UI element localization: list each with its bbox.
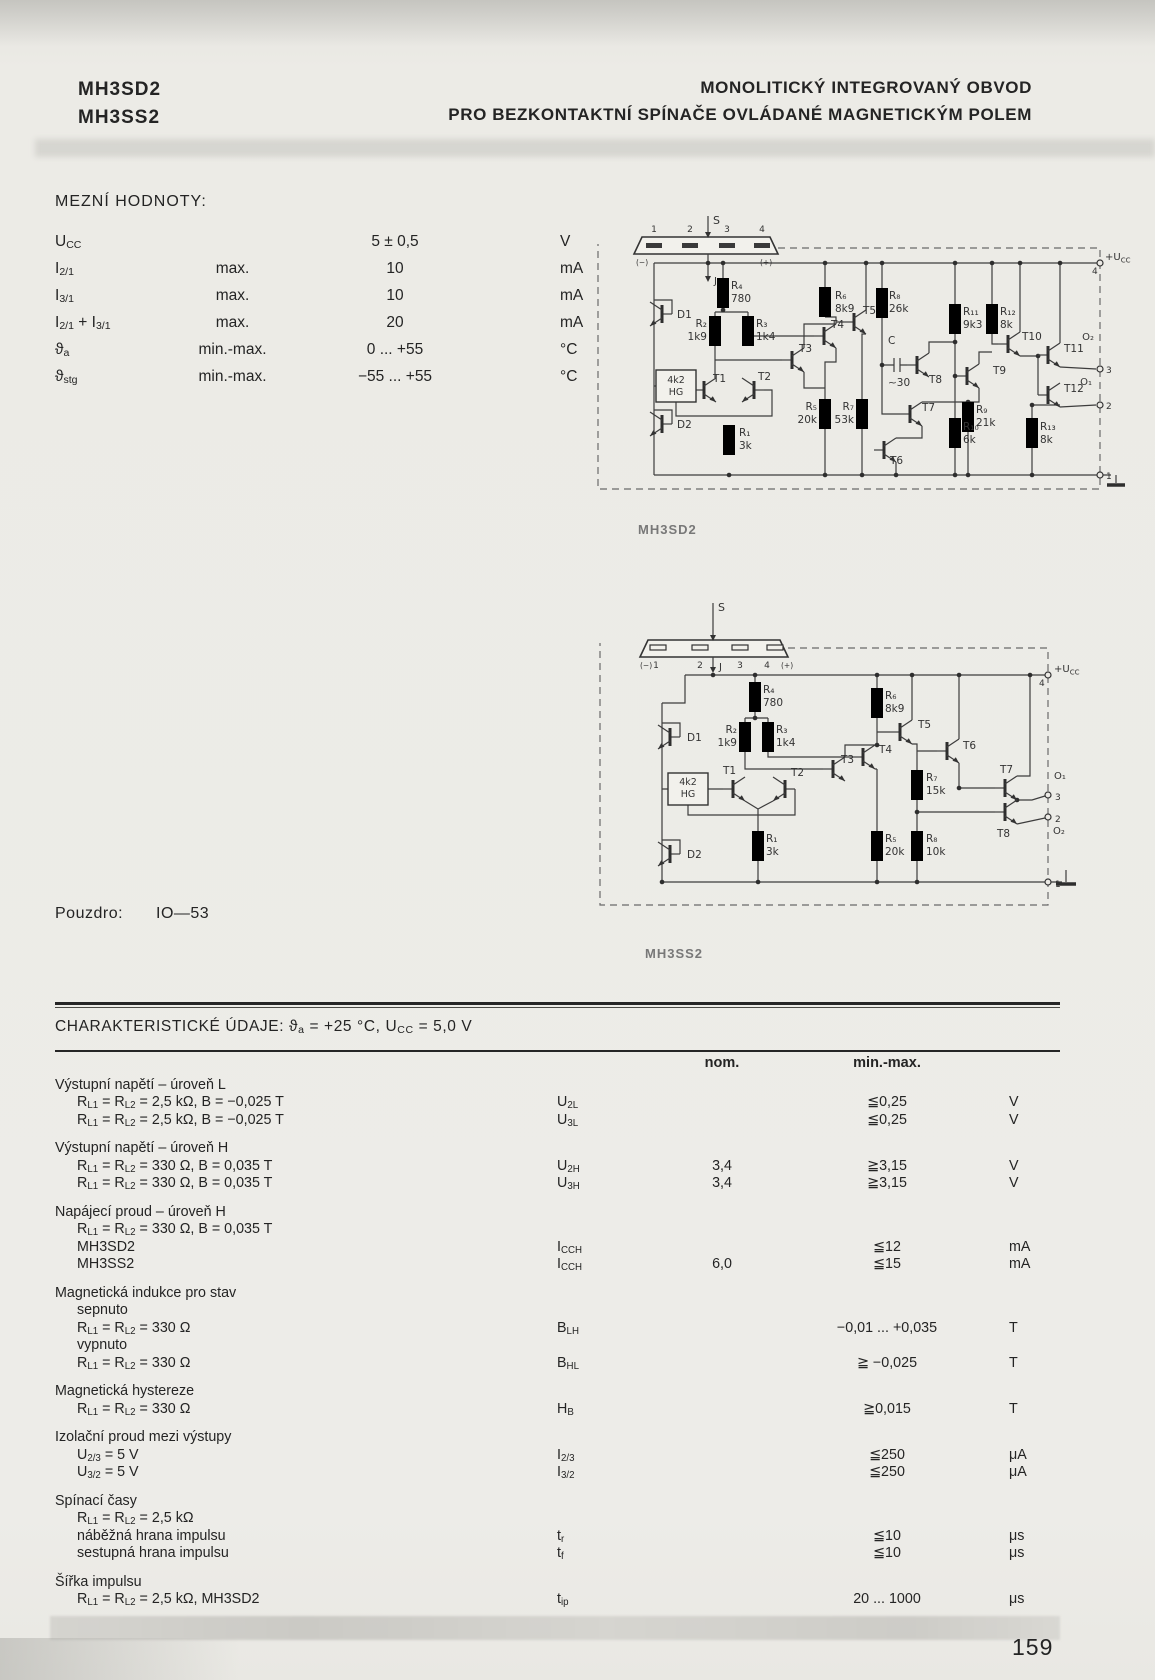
title-line-2: PRO BEZKONTAKTNÍ SPÍNAČE OVLÁDANÉ MAGNETICKÝM POLEM <box>448 105 1032 124</box>
sd2-dashed-border <box>598 244 1100 489</box>
schematic-label: 10k <box>926 846 946 858</box>
limit-val: 0 ... +55 <box>366 340 424 358</box>
char-mm: ≧3,15 <box>867 1157 907 1174</box>
char-group-row <box>55 1383 1060 1401</box>
schematic-mh3ss2 <box>592 573 1132 933</box>
schematic-label: R₇ <box>926 772 938 784</box>
limit-unit: mA <box>560 259 584 277</box>
schematic-label: R₃ <box>776 724 788 736</box>
char-mm: ≧ −0,025 <box>856 1354 918 1371</box>
characteristics-title: CHARAKTERISTICKÉ ÚDAJE: $ϑ_a = +25$ °C, $U_{CC} = 5,0$ V <box>55 1018 473 1036</box>
char-t: Spínací časy <box>55 1492 137 1509</box>
scan-artifact-footer <box>50 1616 1060 1640</box>
char-row <box>55 1302 1060 1320</box>
limit-unit: °C <box>560 367 578 385</box>
schematic-label: R₁₂ <box>1000 306 1016 318</box>
char-row <box>55 1094 1060 1112</box>
schematic-label: O₁ <box>1054 771 1066 782</box>
schematic-label: R₅ <box>805 401 817 413</box>
char-t: sepnuto <box>77 1302 128 1319</box>
char-u: T <box>1009 1354 1018 1371</box>
limit-val: −55 ... +55 <box>357 367 433 385</box>
page-number: 159 <box>1012 1634 1054 1660</box>
char-nom: 3,4 <box>712 1157 732 1174</box>
schematic-label: T4 <box>831 319 845 331</box>
char-u: T <box>1009 1319 1018 1336</box>
scan-artifact-corner <box>0 1638 240 1680</box>
char-group-row <box>55 1429 1060 1447</box>
char-row <box>55 1545 1060 1563</box>
table-rule-top <box>55 1002 1060 1005</box>
char-mm: −0,01 ... +0,035 <box>836 1319 938 1336</box>
schematic-label: D2 <box>677 419 692 431</box>
column-header-minmax: min.-max. <box>853 1055 921 1071</box>
char-t: $U_{3/2} = 5$ V <box>77 1464 139 1481</box>
char-t: $R_{L1} = R_{L2} = 2,5$ kΩ <box>77 1510 194 1527</box>
schematic-label: ∼30 <box>888 377 911 389</box>
char-row <box>55 1175 1060 1193</box>
char-t: vypnuto <box>77 1337 128 1354</box>
limit-row <box>55 363 615 390</box>
schematic-label: T1 <box>723 765 737 777</box>
char-row <box>55 1591 1060 1609</box>
char-u: μs <box>1009 1527 1025 1544</box>
schematic-label: J <box>719 662 722 673</box>
schematic-label: R₃ <box>756 318 768 330</box>
schematic-label: $+U_{CC}$ <box>1105 252 1131 265</box>
char-t: $R_{L1} = R_{L2} = 2,5$ kΩ, MH3SD2 <box>77 1591 260 1608</box>
limit-param: $U_{CC}$ <box>55 232 82 251</box>
schematic-label: 6k <box>963 434 976 446</box>
schematic-label: 21k <box>976 417 996 429</box>
char-t: MH3SD2 <box>77 1238 135 1255</box>
schematic-label: 1k4 <box>756 331 776 343</box>
char-u: mA <box>1009 1238 1031 1255</box>
char-u: T <box>1009 1400 1018 1417</box>
char-row <box>55 1510 1060 1528</box>
limit-row <box>55 309 615 336</box>
char-u: μs <box>1009 1545 1025 1562</box>
schematic-label: 8k <box>1000 319 1013 331</box>
char-mm: ≦0,25 <box>867 1094 907 1111</box>
schematic-label: O₂ <box>1053 826 1065 837</box>
limit-unit: V <box>560 232 571 250</box>
limit-cond: min.-max. <box>198 367 267 385</box>
schematic-label: 53k <box>834 414 854 426</box>
schematic-label: R₆ <box>835 290 847 302</box>
schematic-label: $+U_{CC}$ <box>1054 664 1080 677</box>
schematic-label: D2 <box>687 849 702 861</box>
limit-row <box>55 255 615 282</box>
schematic-label: T3 <box>799 343 813 355</box>
char-t: Napájecí proud – úroveň H <box>55 1203 226 1220</box>
part-numbers <box>78 76 161 132</box>
schematic-label: J <box>714 276 717 287</box>
char-t: $R_{L1} = R_{L2} = 330$ Ω, B = 0,035 T <box>77 1221 273 1238</box>
char-nom: 3,4 <box>712 1175 732 1192</box>
char-t: $R_{L1} = R_{L2} = 2,5$ kΩ, B = −0,025 T <box>77 1094 284 1111</box>
schematic-label: R₁₁ <box>963 306 979 318</box>
schematic-label: D1 <box>687 732 702 744</box>
schematic-label: 1 <box>653 661 659 671</box>
schematic-label: 780 <box>763 697 784 709</box>
characteristics-table <box>55 1076 1060 1608</box>
schematic-label: 3 <box>1106 366 1112 376</box>
schematic-label: T6 <box>963 740 977 752</box>
char-t: $U_{2/3} = 5$ V <box>77 1446 139 1464</box>
schematic-label: 2 <box>687 225 693 235</box>
limit-param: $I_{3/1}$ <box>55 286 74 305</box>
limit-param: $ϑ_a$ <box>55 340 70 359</box>
char-u: V <box>1009 1094 1019 1111</box>
char-t: Magnetická indukce pro stav <box>55 1284 237 1301</box>
schematic-label: T6 <box>890 455 904 467</box>
column-header-nom: nom. <box>704 1055 740 1071</box>
char-t: MH3SS2 <box>77 1256 135 1273</box>
schematic-label: 20k <box>885 846 905 858</box>
schematic-label: 1k4 <box>776 737 796 749</box>
char-sym: $I_{CCH}$ <box>557 1238 583 1256</box>
char-mm: ≦0,25 <box>867 1111 907 1128</box>
char-group-row <box>55 1140 1060 1158</box>
document-title <box>448 74 1032 128</box>
schematic-label: 780 <box>731 293 752 305</box>
char-sym: $B_{LH}$ <box>557 1319 579 1337</box>
schematic-label: T7 <box>922 402 936 414</box>
char-t: $R_{L1} = R_{L2} = 2,5$ kΩ, B = −0,025 T <box>77 1111 284 1129</box>
char-sym: $t_f$ <box>557 1545 564 1562</box>
char-group-row <box>55 1573 1060 1591</box>
char-row <box>55 1464 1060 1482</box>
char-t: Magnetická hystereze <box>55 1383 195 1400</box>
char-sym: $t_{ip}$ <box>557 1591 569 1608</box>
limit-cond: max. <box>215 259 250 277</box>
char-sym: $H_B$ <box>557 1400 574 1418</box>
schematic-label: 2 <box>697 661 703 671</box>
char-row <box>55 1157 1060 1175</box>
schematic-mh3sd2 <box>592 192 1132 492</box>
char-t: $R_{L1} = R_{L2} = 330$ Ω <box>77 1354 191 1372</box>
schematic-label: T1 <box>713 373 727 385</box>
limit-row <box>55 336 615 363</box>
char-u: V <box>1009 1175 1019 1192</box>
char-row <box>55 1238 1060 1256</box>
limit-unit: mA <box>560 313 584 331</box>
char-row <box>55 1354 1060 1372</box>
schematic-label: R₁₃ <box>1040 421 1056 433</box>
schematic-label: 1 <box>1106 472 1112 482</box>
char-u: μA <box>1009 1464 1027 1481</box>
schematic-label: 3 <box>737 661 743 671</box>
schematic-label: (+) <box>760 258 773 267</box>
limits-table <box>55 228 615 390</box>
limit-param: $I_{2/1}$ <box>55 259 74 278</box>
char-mm: ≧3,15 <box>867 1175 907 1192</box>
char-u: μA <box>1009 1446 1027 1463</box>
char-t: Výstupní napětí – úroveň L <box>55 1076 226 1093</box>
char-u: V <box>1009 1157 1019 1174</box>
char-t: $R_{L1} = R_{L2} = 330$ Ω, B = 0,035 T <box>77 1175 273 1192</box>
schematic-label: 3k <box>739 440 752 452</box>
char-mm: ≦250 <box>869 1464 905 1481</box>
schematic-label: S <box>713 214 720 227</box>
schematic-label: T11 <box>1064 343 1084 355</box>
char-group-row <box>55 1284 1060 1302</box>
schematic-label: R₂ <box>695 318 707 330</box>
schematic-label: 2 <box>1106 402 1112 412</box>
char-row <box>55 1221 1060 1239</box>
schematic-label: R₇ <box>842 401 854 413</box>
schematic-label: 3 <box>1055 793 1061 803</box>
char-mm: ≧0,015 <box>863 1400 911 1417</box>
limit-cond: min.-max. <box>198 340 267 358</box>
schematic-label: 8k9 <box>835 303 855 315</box>
schematic-label: T4 <box>879 744 893 756</box>
char-sym: $t_r$ <box>557 1527 565 1545</box>
char-row <box>55 1446 1060 1464</box>
schematic-label: T8 <box>929 374 943 386</box>
char-sym: $I_{3/2}$ <box>557 1464 575 1481</box>
schematic-label: R₈ <box>926 833 938 845</box>
char-mm: ≦10 <box>873 1545 901 1562</box>
char-t: $R_{L1} = R_{L2} = 330$ Ω, B = 0,035 T <box>77 1157 273 1175</box>
char-u: mA <box>1009 1256 1031 1273</box>
char-mm: ≦15 <box>873 1256 901 1273</box>
schematic-label: 3k <box>766 846 779 858</box>
schematic-label: D1 <box>677 309 692 321</box>
schematic-label: T12 <box>1064 383 1084 395</box>
limit-val: 20 <box>386 313 404 331</box>
char-sym: $I_{2/3}$ <box>557 1446 575 1464</box>
char-t: $R_{L1} = R_{L2} = 330$ Ω <box>77 1319 191 1337</box>
char-mm: ≦250 <box>869 1446 905 1463</box>
schematic-label: 1k9 <box>717 737 737 749</box>
char-row <box>55 1337 1060 1355</box>
schematic-label: R₁ <box>766 833 778 845</box>
schematic-label: O₂ <box>1082 332 1094 343</box>
char-row <box>55 1527 1060 1545</box>
char-row <box>55 1256 1060 1274</box>
schematic-label: R₈ <box>889 290 901 302</box>
char-sym: $B_{HL}$ <box>557 1354 579 1372</box>
schematic-label: 4 <box>1092 267 1098 277</box>
schematic-label: T3 <box>841 754 855 766</box>
schematic-label: T2 <box>758 371 772 383</box>
char-group-row <box>55 1076 1060 1094</box>
schematic-label: R₂ <box>725 724 737 736</box>
schematic-label: T10 <box>1022 331 1042 343</box>
limit-val: 5 ± 0,5 <box>371 232 419 250</box>
schematic-label: 4k2 <box>679 777 697 788</box>
limit-row <box>55 282 615 309</box>
schematic-label: R₆ <box>885 690 897 702</box>
char-group-row <box>55 1203 1060 1221</box>
table-rule-top-echo <box>55 1007 1060 1008</box>
char-sym: $U_{2L}$ <box>557 1094 579 1111</box>
schematic-label: 1 <box>651 225 657 235</box>
schematic-label: T2 <box>791 767 805 779</box>
schematic-label: 8k9 <box>885 703 905 715</box>
limit-val: 10 <box>386 259 404 277</box>
char-sym: $U_{3H}$ <box>557 1175 580 1192</box>
package-note <box>55 905 209 923</box>
schematic-label: T5 <box>918 719 932 731</box>
schematic-label: 26k <box>889 303 909 315</box>
char-sym: $U_{3L}$ <box>557 1111 579 1129</box>
char-t: Výstupní napětí – úroveň H <box>55 1140 229 1157</box>
limit-param: $I_{2/1} + I_{3/1}$ <box>55 313 111 332</box>
char-row <box>55 1400 1060 1418</box>
schematic-label: (−) <box>636 258 649 267</box>
limits-heading: MEZNÍ HODNOTY: <box>55 193 207 210</box>
schematic-label: 8k <box>1040 434 1053 446</box>
schematic-label: 20k <box>797 414 817 426</box>
scan-artifact-header <box>35 139 1155 157</box>
schematic-label: 2 <box>1055 815 1061 825</box>
schematic-label: 1 <box>1055 880 1061 890</box>
limit-row <box>55 228 615 255</box>
schematic-label: T5 <box>863 305 877 317</box>
package-note-value: IO—53 <box>156 905 210 922</box>
char-row <box>55 1111 1060 1129</box>
title-line-1: MONOLITICKÝ INTEGROVANÝ OBVOD <box>700 78 1032 97</box>
char-t: sestupná hrana impulsu <box>77 1545 229 1562</box>
limit-cond: max. <box>215 286 250 304</box>
char-u: μs <box>1009 1591 1025 1608</box>
char-mm: ≦12 <box>873 1238 901 1255</box>
schematic-label: R₉ <box>976 404 988 416</box>
ss2-dashed-border <box>600 643 1048 905</box>
part-number-1: MH3SD2 <box>78 79 162 100</box>
schematic-label: S <box>718 601 725 614</box>
scan-artifact-top <box>0 0 1155 46</box>
sd2-ic-package <box>634 237 778 254</box>
schematic-label: (+) <box>781 661 794 670</box>
char-t: Izolační proud mezi výstupy <box>55 1429 232 1446</box>
package-note-label: Pouzdro: <box>55 905 124 922</box>
char-row <box>55 1319 1060 1337</box>
limit-param: $ϑ_{stg}$ <box>55 367 78 386</box>
schematic-label: C <box>888 335 896 347</box>
schematic-label: 4 <box>759 225 765 235</box>
schematic-label: R₅ <box>885 833 897 845</box>
char-u: V <box>1009 1111 1019 1128</box>
schematic-label: 4k2 <box>667 375 685 386</box>
limit-cond: max. <box>215 313 250 331</box>
char-t: náběžná hrana impulsu <box>77 1527 226 1544</box>
char-t: Šířka impulsu <box>55 1573 142 1590</box>
schematic-label: 1k9 <box>687 331 707 343</box>
schematic-label: R₁₀ <box>963 421 979 433</box>
char-nom: 6,0 <box>712 1256 732 1273</box>
schematic-label: T8 <box>997 828 1011 840</box>
schematic-caption-ss2: MH3SS2 <box>645 946 704 961</box>
schematic-label: 9k3 <box>963 319 983 331</box>
char-t: $R_{L1} = R_{L2} = 330$ Ω <box>77 1400 191 1418</box>
schematic-label: (−) <box>640 661 653 670</box>
schematic-label: R₁ <box>739 427 751 439</box>
ss2-ic-package <box>640 640 788 657</box>
schematic-caption-sd2: MH3SD2 <box>638 522 697 537</box>
schematic-label: HG <box>668 387 684 398</box>
limit-unit: °C <box>560 340 578 358</box>
char-sym: $U_{2H}$ <box>557 1157 580 1175</box>
schematic-label: O₁ <box>1080 377 1092 388</box>
schematic-label: 4 <box>1039 679 1045 689</box>
schematic-label: 15k <box>926 785 946 797</box>
schematic-label: 3 <box>724 225 730 235</box>
schematic-label: T7 <box>1000 764 1014 776</box>
schematic-label: 4 <box>764 661 770 671</box>
table-rule-mid <box>55 1050 1060 1052</box>
limit-val: 10 <box>386 286 404 304</box>
char-group-row <box>55 1492 1060 1510</box>
char-mm: 20 ... 1000 <box>853 1591 921 1608</box>
schematic-label: R₄ <box>763 684 775 696</box>
schematic-label: HG <box>680 789 696 800</box>
char-sym: $I_{CCH}$ <box>557 1256 583 1273</box>
schematic-label: T9 <box>993 365 1007 377</box>
schematic-label: R₄ <box>731 280 743 292</box>
part-number-2: MH3SS2 <box>78 107 161 128</box>
limit-unit: mA <box>560 286 584 304</box>
char-mm: ≦10 <box>873 1527 901 1544</box>
